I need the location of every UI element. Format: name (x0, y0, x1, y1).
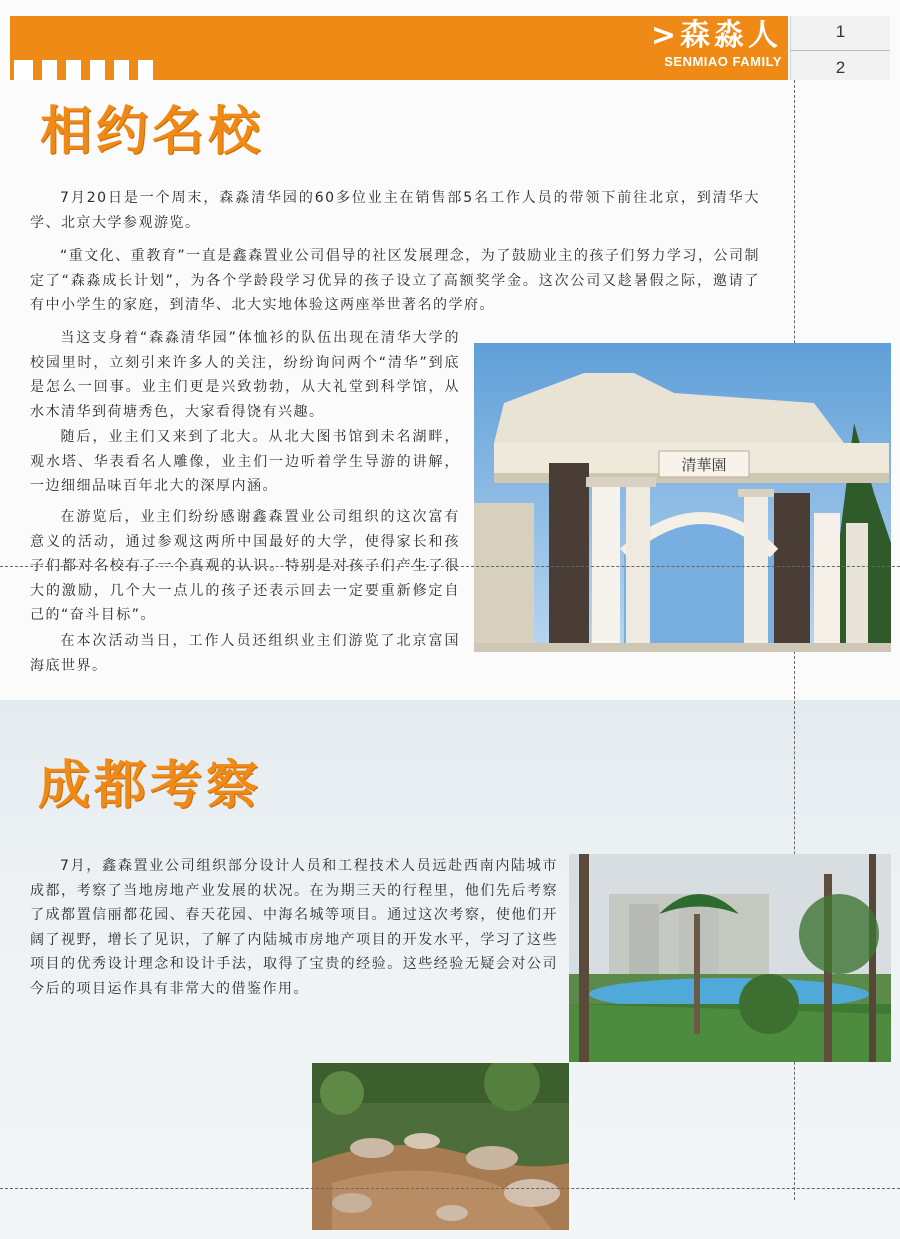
brand-title: >森淼人 (650, 18, 782, 53)
paragraph (30, 629, 460, 678)
tsinghua-gate-photo (474, 343, 891, 652)
section-title-1: 相约名校 (40, 102, 265, 162)
chengdu-garden-pool-photo (569, 854, 891, 1062)
paragraph-text: 随后，业主们又来到了北大。从北大图书馆到未名湖畔，观水塔、华表看名人雕像，业主们一边听着学生导游的讲解，一边细细品味百年北大的深厚内涵。 (30, 429, 460, 494)
horizontal-dashed-guide-1 (0, 566, 900, 567)
paragraph-text: “重文化、重教育”一直是鑫森置业公司倡导的社区发展理念，为了鼓励业主的孩子们努力学习，公司制定了“森淼成长计划”，为各个学龄段学习优异的孩子设立了高额奖学金。这次公司又趁暑假之际，邀请了有中小学生的家庭，到清华、北大实地体验这两座举世著名的学府。 (30, 248, 760, 313)
horizontal-dashed-guide-2 (0, 1188, 900, 1189)
paragraph-text: 7月，鑫森置业公司组织部分设计人员和工程技术人员远赴西南内陆城市成都，考察了当地房地产业发展的状况。在为期三天的行程里，他们先后考察了成都置信丽都花园、春天花园、中海名城等项目。通过这次考察，使他们开阔了视野，增长了见识，了解了内陆城市房地产项目的开发水平，学习了这些项目的优秀设计理念和设计手法，取得了宝贵的经验。这些经验无疑会对公司今后的项目运作具有非常大的借鉴作用。 (30, 858, 558, 997)
paragraph (30, 854, 558, 1001)
page-number-divider (791, 50, 890, 51)
decor-block (114, 60, 129, 80)
chengdu-garden-stream-photo (312, 1063, 569, 1230)
paragraph-text: 在游览后，业主们纷纷感谢鑫森置业公司组织的这次富有意义的活动，通过参观这两所中国最好的大学，使得家长和孩子们都对名校有了一个真观的认识。特别是对孩子们产生了很大的激励，几个大一点儿的孩子还表示回去一定要重新修定自己的“奋斗目标”。 (30, 509, 460, 623)
paragraph (30, 244, 760, 318)
gate-plaque-text: 清華園 (681, 456, 727, 474)
paragraph-text: 当这支身着“森淼清华园”体恤衫的队伍出现在清华大学的校园里时，立刻引来许多人的关注，纷纷询问两个“清华”到底是怎么一回事。业主们更是兴致勃勃，从大礼堂到科学馆，从水木清华到荷塘秀色，大家看得饶有兴趣。 (30, 330, 460, 420)
section-title-2: 成都考察 (38, 756, 263, 816)
page-number-2: 2 (835, 58, 846, 77)
paragraph-text: 在本次活动当日，工作人员还组织业主们游览了北京富国海底世界。 (30, 633, 460, 674)
paragraph (30, 425, 460, 499)
page-number-1: 1 (835, 22, 846, 41)
decor-block (90, 60, 105, 80)
paragraph (30, 186, 760, 235)
decor-block (66, 60, 81, 80)
brand-subtitle: SENMIAO FAMILY (664, 54, 782, 69)
header-decor-blocks (14, 60, 153, 80)
decor-block (42, 60, 57, 80)
brand (651, 18, 782, 70)
decor-block (14, 60, 33, 80)
decor-block (138, 60, 153, 80)
page-number-box (790, 16, 890, 80)
paragraph (30, 326, 460, 424)
paragraph-text: 7月20日是一个周末，森淼清华园的60多位业主在销售部5名工作人员的带领下前往北京，到清华大学、北京大学参观游览。 (30, 190, 760, 231)
